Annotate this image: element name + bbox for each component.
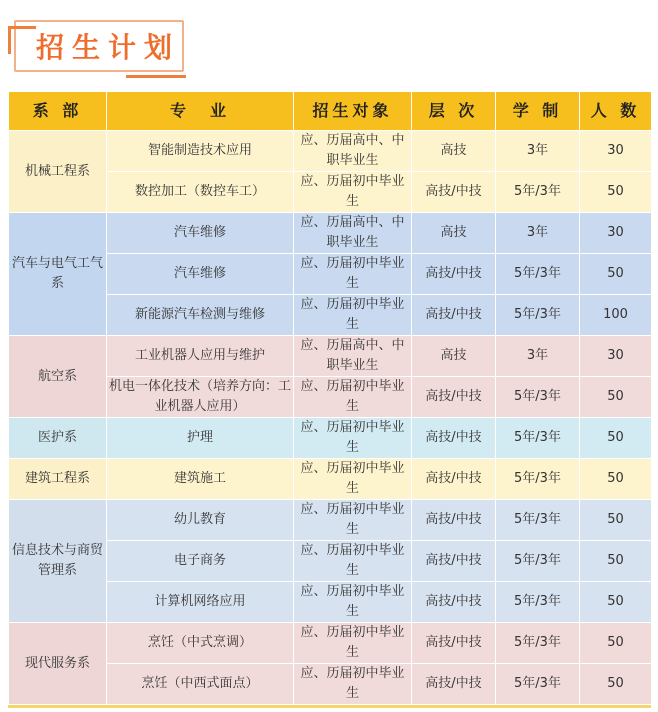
level-cell: 高技/中技 (412, 582, 496, 623)
count-cell: 50 (580, 500, 652, 541)
count-cell: 30 (580, 336, 652, 377)
duration-cell: 5年/3年 (496, 541, 580, 582)
level-cell: 高技/中技 (412, 500, 496, 541)
department-cell: 汽车与电气工气系 (9, 213, 107, 336)
duration-cell: 5年/3年 (496, 172, 580, 213)
major-cell: 电子商务 (107, 541, 294, 582)
target-cell: 应、历届初中毕业生 (294, 664, 412, 705)
header-target: 招生对象 (294, 92, 412, 131)
count-cell: 50 (580, 541, 652, 582)
count-cell: 50 (580, 664, 652, 705)
table-row (9, 336, 652, 377)
level-cell: 高技/中技 (412, 172, 496, 213)
bottom-divider (8, 705, 651, 708)
duration-cell: 5年/3年 (496, 623, 580, 664)
page-title: 招生计划 (36, 31, 181, 64)
duration-cell: 5年/3年 (496, 500, 580, 541)
duration-cell: 5年/3年 (496, 459, 580, 500)
count-cell: 50 (580, 418, 652, 459)
duration-cell: 5年/3年 (496, 418, 580, 459)
title-corner-decoration (8, 26, 11, 54)
target-cell: 应、历届初中毕业生 (294, 623, 412, 664)
duration-cell: 5年/3年 (496, 254, 580, 295)
enrollment-table (8, 91, 652, 705)
level-cell: 高技/中技 (412, 254, 496, 295)
department-cell: 现代服务系 (9, 623, 107, 705)
major-cell: 计算机网络应用 (107, 582, 294, 623)
table-row (9, 459, 652, 500)
duration-cell: 3年 (496, 336, 580, 377)
title-corner-decoration (8, 26, 36, 29)
major-cell: 烹饪（中西式面点） (107, 664, 294, 705)
target-cell: 应、历届高中、中职毕业生 (294, 131, 412, 172)
table-header-row (9, 92, 652, 131)
major-cell: 智能制造技术应用 (107, 131, 294, 172)
table-row (9, 213, 652, 254)
level-cell: 高技 (412, 213, 496, 254)
level-cell: 高技/中技 (412, 664, 496, 705)
count-cell: 50 (580, 582, 652, 623)
major-cell: 数控加工（数控车工） (107, 172, 294, 213)
target-cell: 应、历届初中毕业生 (294, 295, 412, 336)
target-cell: 应、历届初中毕业生 (294, 377, 412, 418)
table-row (9, 418, 652, 459)
count-cell: 50 (580, 623, 652, 664)
header-level: 层 次 (412, 92, 496, 131)
table-row (9, 500, 652, 541)
target-cell: 应、历届初中毕业生 (294, 172, 412, 213)
level-cell: 高技/中技 (412, 623, 496, 664)
duration-cell: 5年/3年 (496, 295, 580, 336)
title-bottom-decoration (126, 75, 186, 78)
major-cell: 机电一体化技术（培养方向：工业机器人应用） (107, 377, 294, 418)
duration-cell: 5年/3年 (496, 664, 580, 705)
department-cell: 航空系 (9, 336, 107, 418)
duration-cell: 5年/3年 (496, 377, 580, 418)
target-cell: 应、历届高中、中职毕业生 (294, 336, 412, 377)
table-row (9, 131, 652, 172)
level-cell: 高技/中技 (412, 418, 496, 459)
count-cell: 50 (580, 377, 652, 418)
target-cell: 应、历届初中毕业生 (294, 500, 412, 541)
major-cell: 幼儿教育 (107, 500, 294, 541)
target-cell: 应、历届初中毕业生 (294, 254, 412, 295)
header-duration: 学 制 (496, 92, 580, 131)
header-count: 人 数 (580, 92, 652, 131)
count-cell: 100 (580, 295, 652, 336)
level-cell: 高技 (412, 131, 496, 172)
department-cell: 医护系 (9, 418, 107, 459)
major-cell: 新能源汽车检测与维修 (107, 295, 294, 336)
major-cell: 汽车维修 (107, 213, 294, 254)
target-cell: 应、历届初中毕业生 (294, 541, 412, 582)
duration-cell: 3年 (496, 131, 580, 172)
department-cell: 建筑工程系 (9, 459, 107, 500)
target-cell: 应、历届初中毕业生 (294, 418, 412, 459)
major-cell: 工业机器人应用与维护 (107, 336, 294, 377)
page-title-box (14, 20, 186, 72)
major-cell: 建筑施工 (107, 459, 294, 500)
duration-cell: 3年 (496, 213, 580, 254)
level-cell: 高技/中技 (412, 377, 496, 418)
level-cell: 高技/中技 (412, 459, 496, 500)
count-cell: 30 (580, 131, 652, 172)
duration-cell: 5年/3年 (496, 582, 580, 623)
major-cell: 烹饪（中式烹调） (107, 623, 294, 664)
table-row (9, 623, 652, 664)
target-cell: 应、历届初中毕业生 (294, 459, 412, 500)
count-cell: 50 (580, 172, 652, 213)
level-cell: 高技 (412, 336, 496, 377)
department-cell: 信息技术与商贸管理系 (9, 500, 107, 623)
count-cell: 50 (580, 254, 652, 295)
department-cell: 机械工程系 (9, 131, 107, 213)
count-cell: 30 (580, 213, 652, 254)
count-cell: 50 (580, 459, 652, 500)
header-department: 系 部 (9, 92, 107, 131)
header-major: 专 业 (107, 92, 294, 131)
major-cell: 护理 (107, 418, 294, 459)
major-cell: 汽车维修 (107, 254, 294, 295)
target-cell: 应、历届高中、中职毕业生 (294, 213, 412, 254)
target-cell: 应、历届初中毕业生 (294, 582, 412, 623)
level-cell: 高技/中技 (412, 541, 496, 582)
level-cell: 高技/中技 (412, 295, 496, 336)
